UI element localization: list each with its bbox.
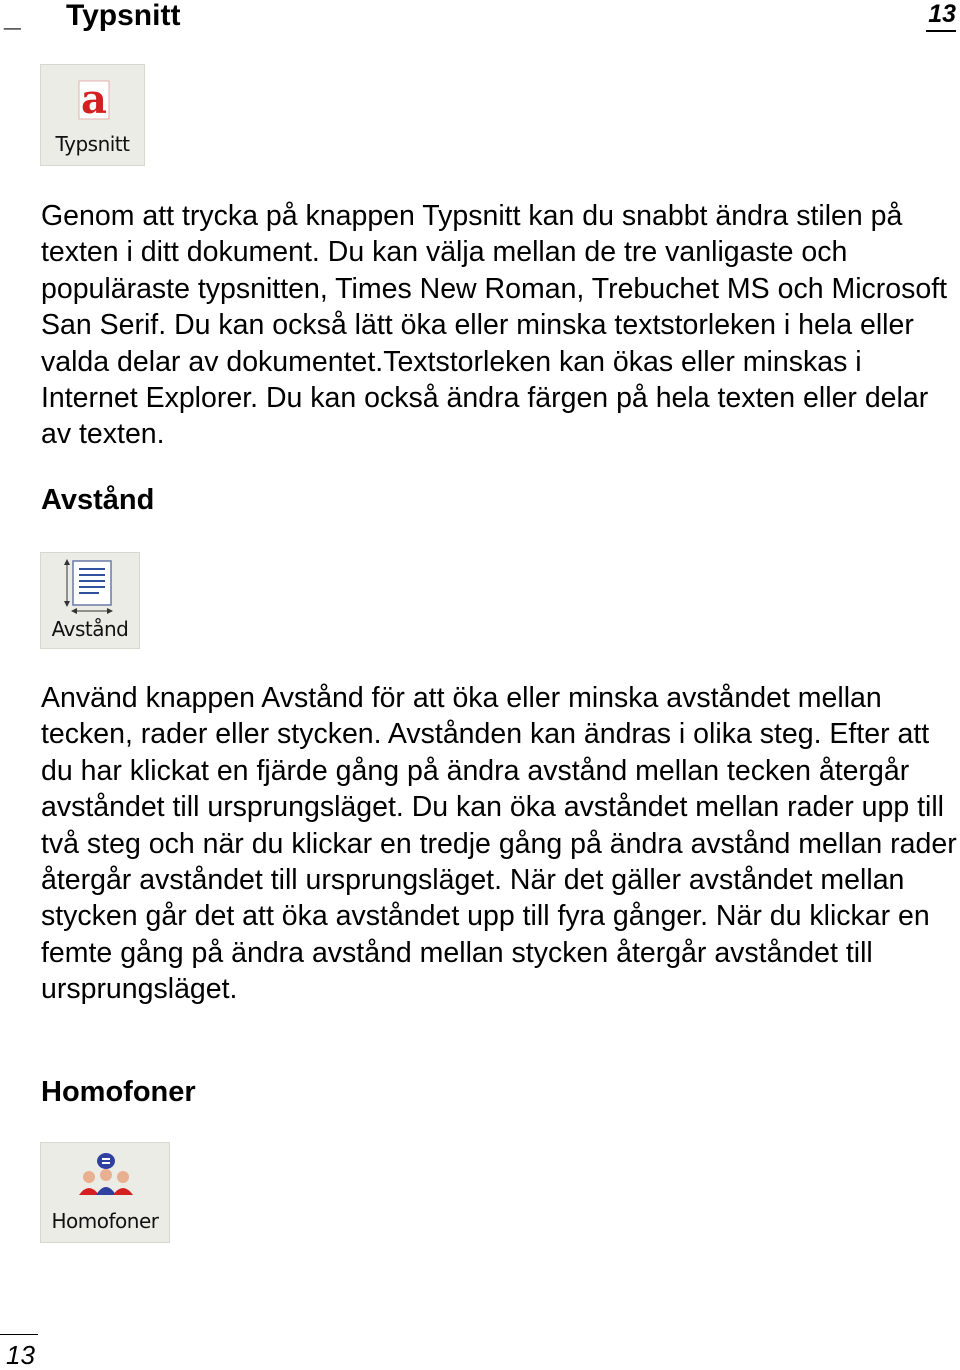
homofoner-button-label: Homofoner bbox=[51, 1209, 159, 1233]
typsnitt-button[interactable] bbox=[40, 64, 145, 166]
footer-rule bbox=[0, 1334, 38, 1335]
avstand-heading: Avstånd bbox=[41, 484, 155, 516]
header-page-number: 13 bbox=[926, 0, 956, 32]
typsnitt-button-label: Typsnitt bbox=[55, 132, 130, 156]
typsnitt-paragraph: Genom att trycka på knappen Typsnitt kan du snabbt ändra stilen på texten i ditt dokument. Du kan välja mellan de tre vanligaste och populäraste typsnitten, Times New Roman, Trebuchet MS och Microsoft San Serif. Du kan också lätt öka eller minska textstorleken i hela eller valda delar av dokumentet.Textstorleken kan ökas eller minskas i Internet Explorer. Du kan också ändra färgen på hela texten eller delar av texten. bbox=[41, 200, 948, 451]
header-dash: _ bbox=[4, 0, 21, 33]
spacing-document-icon bbox=[41, 553, 141, 623]
homofoner-heading: Homofoner bbox=[41, 1076, 196, 1108]
homofoner-button[interactable] bbox=[40, 1142, 170, 1243]
avstand-button-label: Avstånd bbox=[51, 617, 129, 641]
svg-text:a: a bbox=[81, 76, 107, 123]
font-letter-a-icon bbox=[41, 65, 146, 135]
avstand-button[interactable] bbox=[40, 552, 140, 649]
homophones-people-icon bbox=[41, 1143, 171, 1213]
avstand-paragraph: Använd knappen Avstånd för att öka eller minska avståndet mellan tecken, rader eller stycken. Avstånden kan ändras i olika steg. Efter att du har klickat en fjärde gång på ändra avstånd mellan tecken återgår avståndet till ursprungsläget. Du kan öka avståndet mellan rader upp till två steg och när du klickar en tredje gång på ändra avstånd mellan rader återgår avståndet till ursprungsläget. När det gäller avståndet mellan stycken går det att öka avståndet upp till fyra gånger. När du klickar en femte gång på ändra avstånd mellan stycken återgår avståndet till ursprungsläget. bbox=[41, 682, 957, 1006]
footer-page-number: 13 bbox=[6, 1340, 35, 1370]
page-title: Typsnitt bbox=[66, 0, 181, 32]
